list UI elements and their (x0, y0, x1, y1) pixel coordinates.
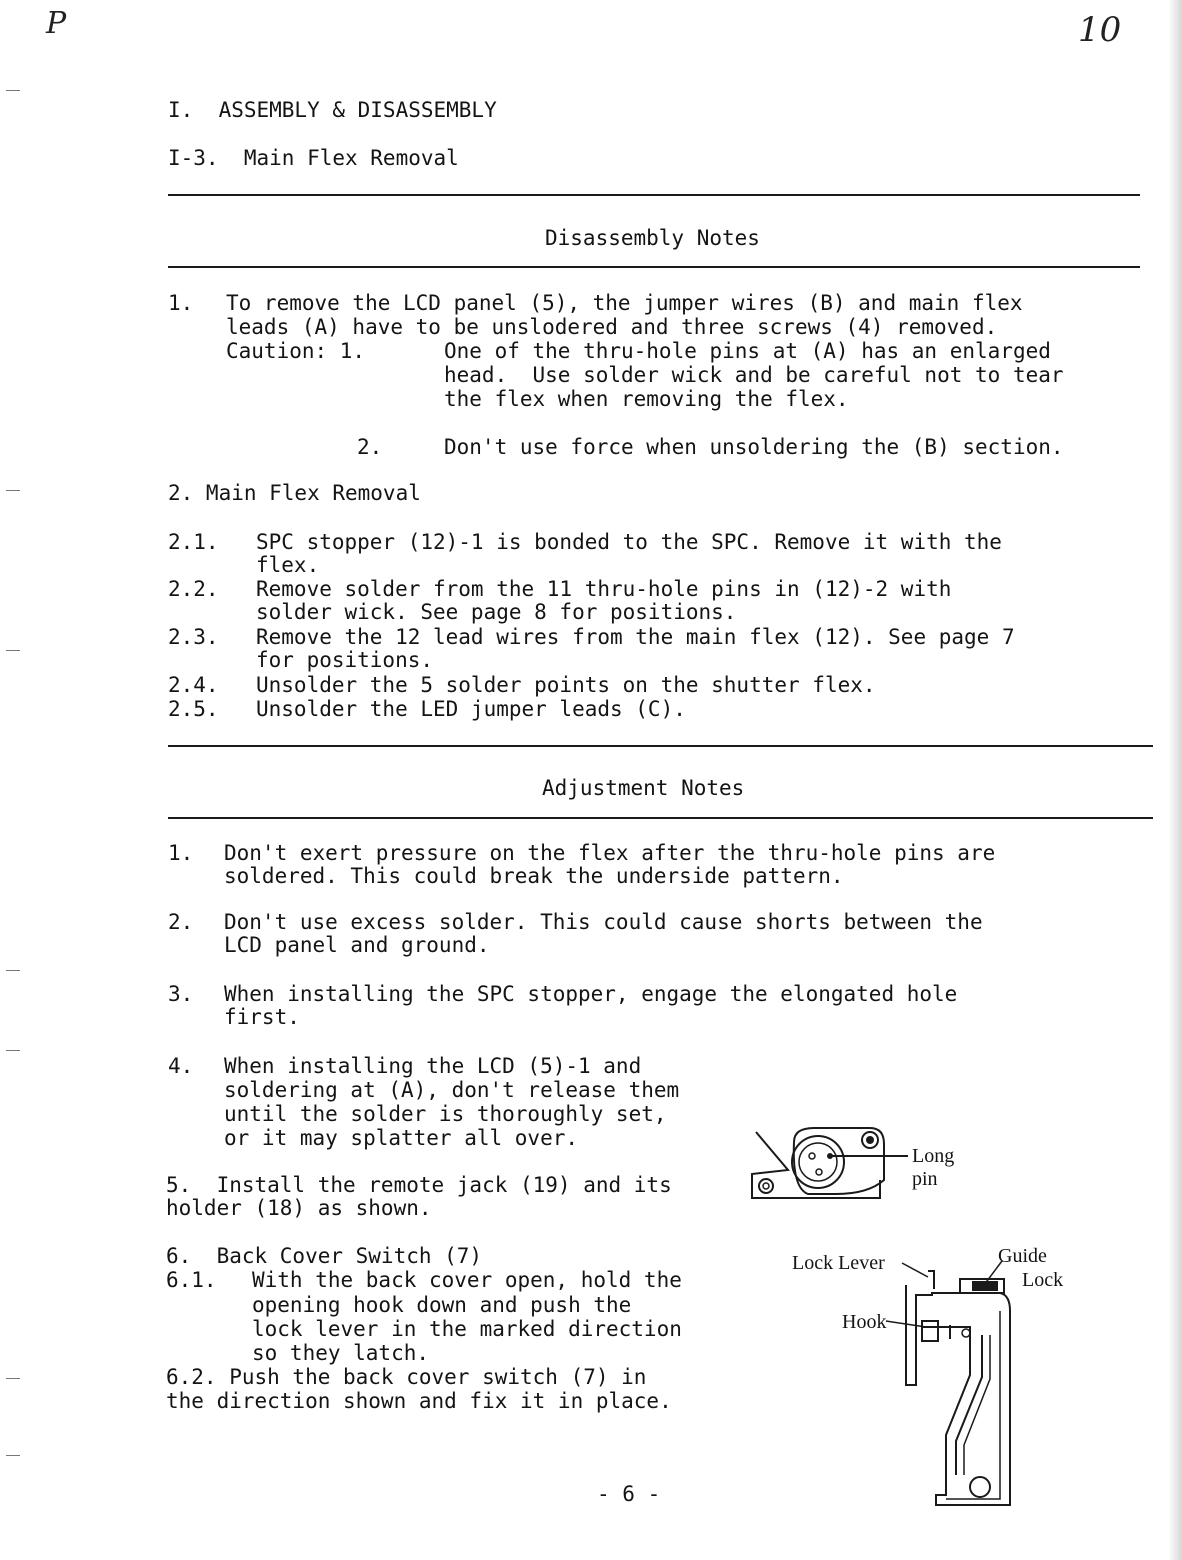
jack-label-pin: pin (912, 1168, 938, 1190)
subsection-title: I-3. Main Flex Removal (168, 146, 459, 170)
margin-tick (6, 1050, 20, 1051)
margin-tick (6, 1378, 20, 1379)
page-edge-shadow (1168, 0, 1182, 1560)
main-flex-removal-heading: 2. Main Flex Removal (168, 481, 421, 505)
divider (168, 745, 1153, 747)
switch-label-lock: Lock (1022, 1269, 1064, 1291)
switch-label-hook: Hook (842, 1311, 887, 1333)
margin-tick (6, 90, 20, 91)
switch-label-guide: Guide (998, 1245, 1047, 1267)
handwritten-page-number: 10 (1078, 10, 1122, 50)
divider (168, 194, 1140, 196)
margin-tick (6, 490, 20, 491)
adjustment-notes-heading: Adjustment Notes (542, 776, 745, 800)
margin-tick (6, 1455, 20, 1456)
back-cover-switch-diagram (860, 1255, 1040, 1520)
margin-tick (6, 970, 20, 971)
section-title: I. ASSEMBLY & DISASSEMBLY (168, 98, 497, 122)
margin-tick (6, 650, 20, 651)
page-number-footer: - 6 - (597, 1482, 661, 1506)
divider (168, 817, 1153, 819)
disassembly-notes-heading: Disassembly Notes (545, 226, 760, 250)
corner-handwritten-mark: P (46, 6, 67, 41)
jack-label-long: Long (912, 1145, 955, 1167)
switch-label-lock-lever: Lock Lever (792, 1252, 885, 1274)
divider (168, 266, 1140, 268)
caution-label: Caution: 1. (226, 339, 366, 363)
